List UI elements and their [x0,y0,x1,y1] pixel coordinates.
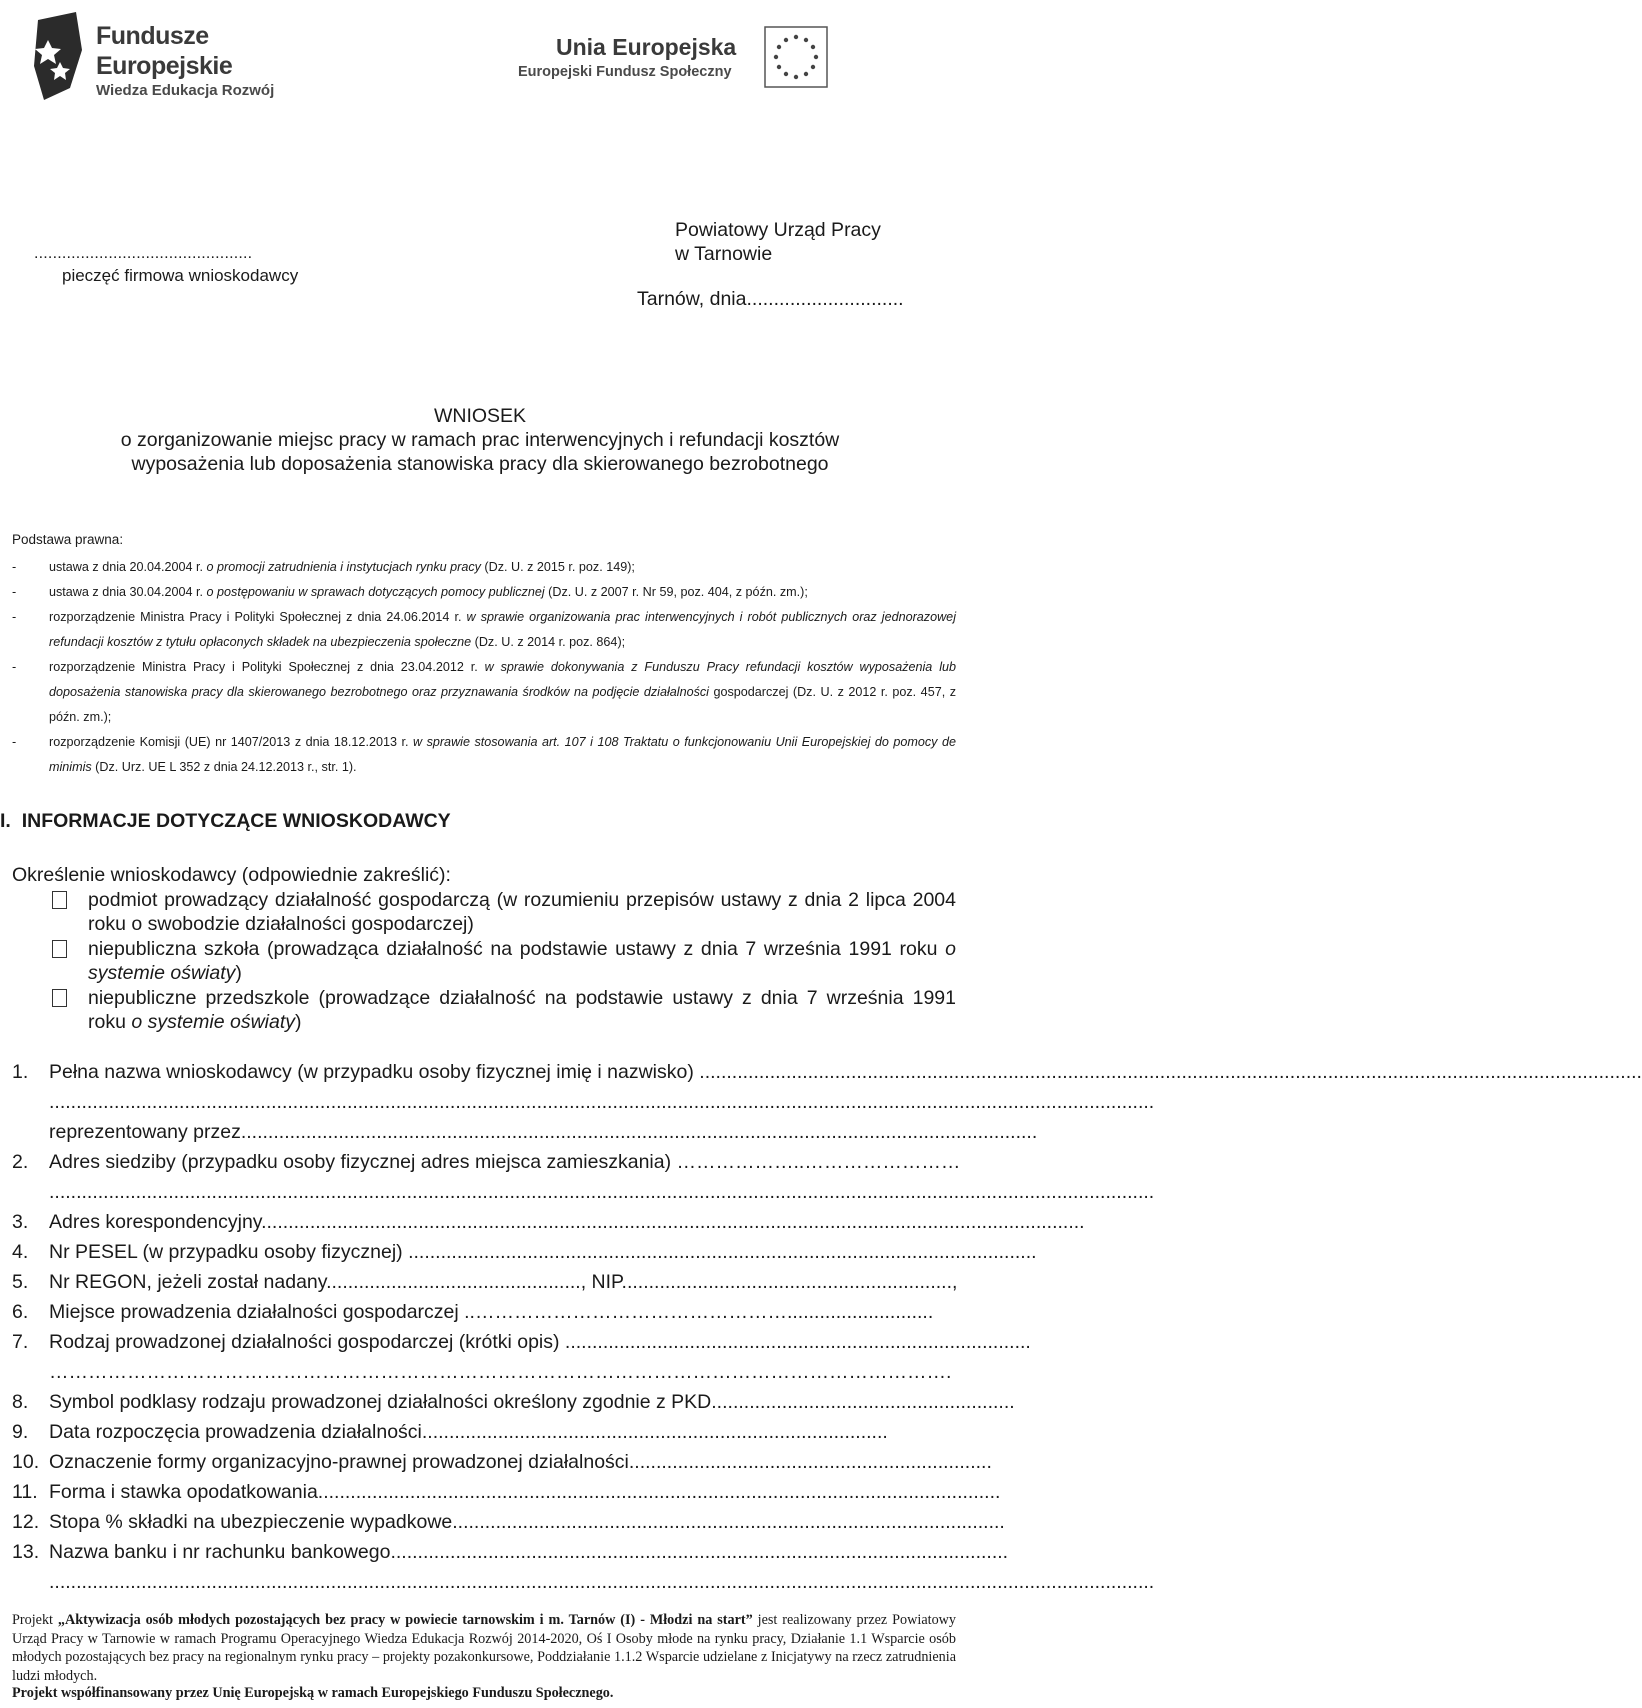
field-row-2-continuation[interactable]: ............................................................................................................................................................................................................ [49,1181,1155,1203]
field-row-13[interactable]: 13. Nazwa banku i nr rachunku bankowego.................................................................................................................. [12,1541,1009,1563]
field-row-9[interactable]: 9. Data rozpoczęcia prowadzenia działalności...................................................................................... [12,1421,888,1443]
office-line2: w Tarnowie [675,243,773,265]
field-row-12[interactable]: 12. Stopa % składki na ubezpieczenie wypadkowe...................................................................................................... [12,1511,1005,1533]
eu-flag-icon [764,26,828,88]
cofinancing-note: Projekt współfinansowany przez Unię Europejską w ramach Europejskiego Funduszu Społecznego. [12,1685,614,1701]
logo-fe-line1: Fundusze [96,22,209,50]
legal-item: - rozporządzenie Ministra Pracy i Polityki Społecznej z dnia 23.04.2012 r. w sprawie dokonywania z Funduszu Pracy refundacji kosztów wyposażenia lub doposażenia stanowiska pracy dla skierowanego bezrobotnego oraz przyznawania środków na podjęcie działalności gospodarczej (Dz. U. z 2012 r. poz. 457, z późn. zm.); [12,660,956,724]
logo-eu-line2: Europejski Fundusz Społeczny [518,64,732,80]
applicant-type-option[interactable]: niepubliczne przedszkole (prowadzące działalność na podstawie ustawy z dnia 7 września 1991 roku o systemie oświaty) [52,986,956,1034]
checkbox[interactable] [52,891,67,909]
legal-item: - rozporządzenie Komisji (UE) nr 1407/2013 z dnia 18.12.2013 r. w sprawie stosowania art. 107 i 108 Traktatu o funkcjonowaniu Unii Europejskiej do pomocy de minimis (Dz. Urz. UE L 352 z dnia 24.12.2013 r., str. 1). [12,735,956,774]
field-row-1[interactable]: 1. Pełna nazwa wnioskodawcy (w przypadku osoby fizycznej imię i nazwisko) .............................................................................................................................................................................. [12,1061,1642,1083]
field-row-5[interactable]: 5. Nr REGON, jeżeli został nadany..............................................., NIP............................................................., [12,1271,958,1293]
field-row-2[interactable]: 2. Adres siedziby (przypadku osoby fizycznej adres miejsca zamieszkania) ………………..…………………… [12,1151,961,1173]
field-row-7-continuation[interactable]: …………………………………………………………………………………………………………………………. [49,1361,952,1383]
legal-basis-heading: Podstawa prawna: [12,532,124,547]
applicant-type-option[interactable]: niepubliczna szkoła (prowadząca działalność na podstawie ustawy z dnia 7 września 1991 roku o systemie oświaty) [52,937,956,985]
logo-eu-line1: Unia Europejska [556,34,737,60]
field-row-7[interactable]: 7. Rodzaj prowadzonej działalności gospodarczej (krótki opis) ...................................................................................... [12,1331,1031,1353]
legal-item: - ustawa z dnia 20.04.2004 r. o promocji zatrudnienia i instytucjach rynku pracy (Dz. U. z 2015 r. poz. 149); [12,560,635,574]
field-row-1-continuation[interactable]: ............................................................................................................................................................................................................ [49,1091,1155,1113]
legal-item: - ustawa z dnia 30.04.2004 r. o postępowaniu w sprawach dotyczących pomocy publicznej (Dz. U. z 2007 r. Nr 59, poz. 404, z późn. zm.); [12,585,808,599]
section-number: I. [0,810,11,832]
field-row-6[interactable]: 6. Miejsce prowadzenia działalności gospodarczej ..…………………………………………........................... [12,1301,934,1323]
checkbox[interactable] [52,940,67,958]
field-row-8[interactable]: 8. Symbol podklasy rodzaju prowadzonej działalności określony zgodnie z PKD........................................................ [12,1391,1015,1413]
title-line3: wyposażenia lub doposażenia stanowiska pracy dla skierowanego bezrobotnego [131,453,829,475]
date-field[interactable]: Tarnów, dnia............................. [637,288,904,310]
legal-item: - rozporządzenie Ministra Pracy i Polityki Społecznej z dnia 24.06.2014 r. w sprawie organizowania prac interwencyjnych i robót publicznych oraz jednorazowej refundacji kosztów z tytułu opłaconych składek na ubezpieczenia społeczne (Dz. U. z 2014 r. poz. 864); [12,610,956,649]
field-row-1-representative[interactable]: reprezentowany przez................................................................................................................................................... [49,1121,1038,1143]
project-footer: Projekt „Aktywizacja osób młodych pozostających bez pracy w powiecie tarnowskim i m. Tarnów (I) - Młodzi na start” jest realizowany przez Powiatowy Urząd Pracy w Tarnowie w ramach Programu Operacyjnego Wiedza Edukacja Rozwój 2014-2020, Oś I Osoby młode na rynku pracy, Działanie 1.1 Wsparcie osób młodych pozostających bez pracy na regionalnym rynku pracy – projekty pozakonkursowe, Poddziałanie 1.1.2 Wsparcie udzielane z Inicjatywy na rzecz zatrudnienia ludzi młodych. [12,1612,956,1684]
fe-logo-mark-icon [30,10,90,102]
field-row-4[interactable]: 4. Nr PESEL (w przypadku osoby fizycznej) .................................................................................................................... [12,1241,1037,1263]
field-row-3[interactable]: 3. Adres korespondencyjny........................................................................................................................................................ [12,1211,1085,1233]
stamp-field-dots[interactable]: ............................................... [34,245,253,262]
checkbox[interactable] [52,989,67,1007]
field-row-11[interactable]: 11. Forma i stawka opodatkowania.............................................................................................................................. [12,1481,1001,1503]
office-line1: Powiatowy Urząd Pracy [675,219,881,241]
field-row-13-continuation[interactable]: ............................................................................................................................................................................................................ [49,1571,1155,1593]
stamp-label: pieczęć firmowa wnioskodawcy [62,266,299,285]
applicant-type-heading: Określenie wnioskodawcy (odpowiednie zakreślić): [12,864,451,886]
field-row-10[interactable]: 10. Oznaczenie formy organizacyjno-prawnej prowadzonej działalności................................................................... [12,1451,992,1473]
office-address [675,218,881,266]
section-heading [0,810,451,833]
logo-fe-line2: Europejskie [96,52,233,80]
fundusze-europejskie-logo [30,10,300,105]
title-line2: o zorganizowanie miejsc pracy w ramach prac interwencyjnych i refundacji kosztów [120,429,840,451]
logo-fe-line3: Wiedza Edukacja Rozwój [96,82,275,99]
title-line1: WNIOSEK [433,405,527,427]
section-title: INFORMACJE DOTYCZĄCE WNIOSKODAWCY [21,810,451,832]
applicant-type-option[interactable]: podmiot prowadzący działalność gospodarczą (w rozumieniu przepisów ustawy z dnia 2 lipca 2004 roku o swobodzie działalności gospodarczej) [52,888,956,936]
document-title [0,404,960,476]
